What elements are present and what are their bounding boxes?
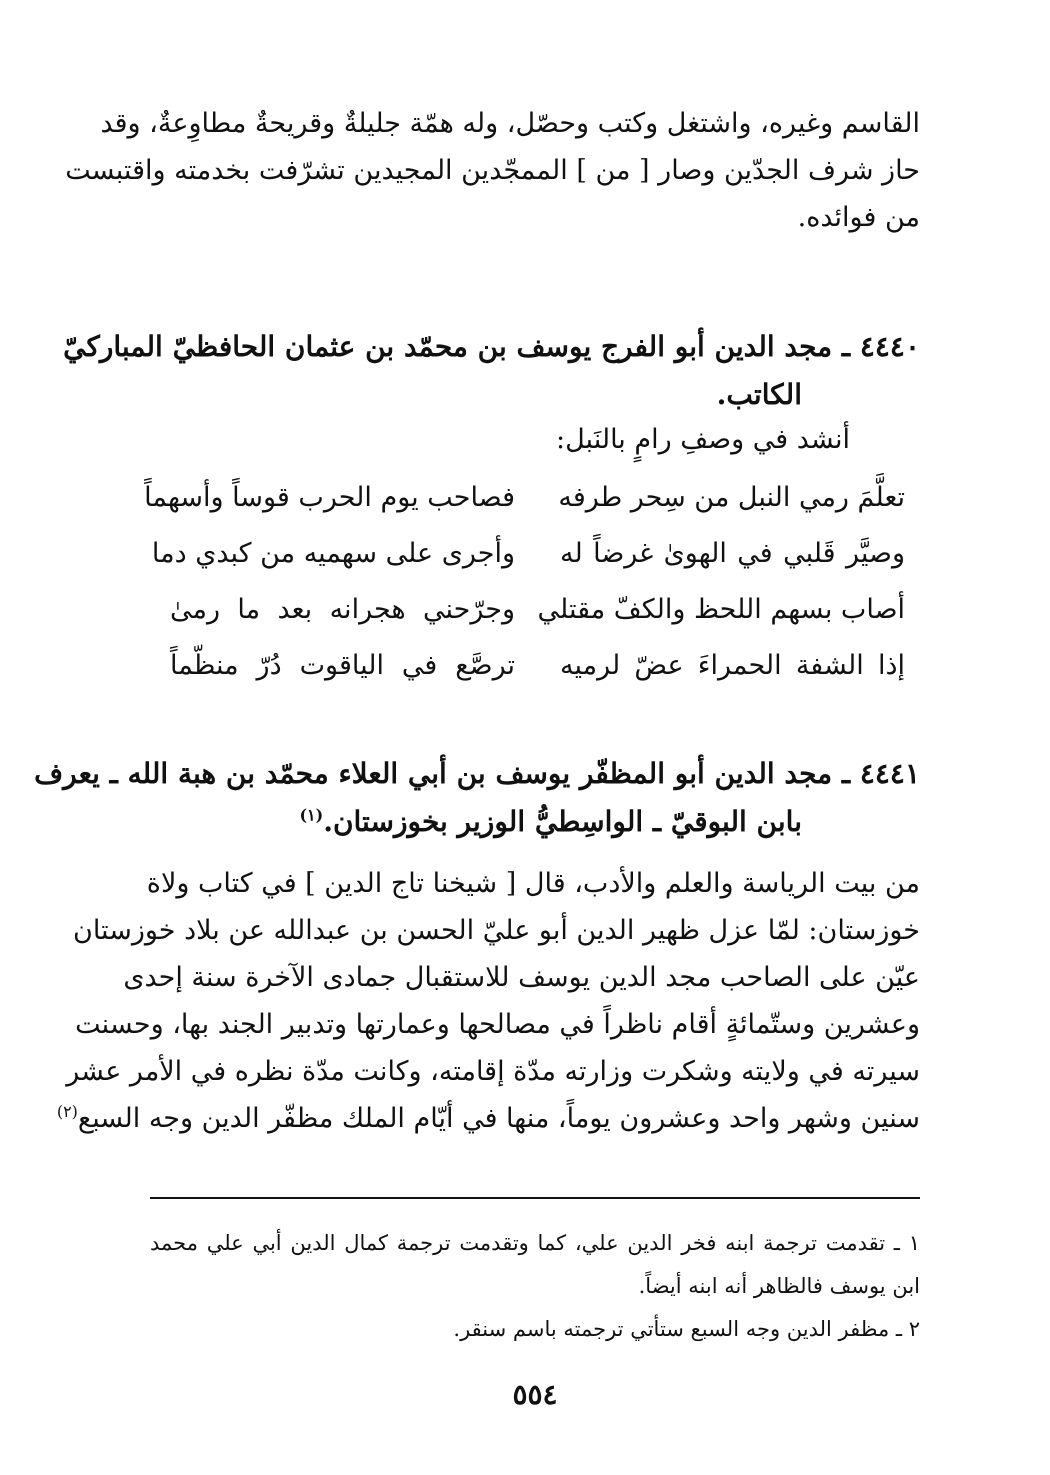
footnote-line: ٢ ـ مظفر الدين وجه السبع ستأتي ترجمته باسم سنقر. — [453, 1317, 920, 1341]
text-line: عيّن على الصاحب مجد الدين يوسف للاستقبال جمادى الآخرة سنة إحدى — [123, 962, 920, 993]
poem-verse — [170, 638, 905, 694]
opening-paragraph — [65, 100, 920, 241]
entry-4441-heading — [34, 750, 920, 846]
poem-verse — [144, 470, 905, 526]
verse-first-hemistich: أصاب بسهم اللحظ والكفّ مقتلي — [537, 594, 905, 625]
text-run: سنين وشهر واحد وعشرون يوماً، منها في أيّام الملك مظفّر الدين وجه السبع — [77, 1103, 920, 1134]
text-line: وعشرين وستّمائةٍ أقام ناظراً في مصالحها وعمارتها وتدبير الجند بها، وحسنت — [75, 1009, 920, 1040]
verse-first-hemistich: وصيَّر قَلبي في الهوىٰ غرضاً له — [560, 538, 905, 569]
footnote-line: ابن يوسف فالظاهر أنه ابنه أيضاً. — [638, 1274, 920, 1298]
text-line: سيرته في ولايته وشكرت وزارته مدّة إقامته، وكانت مدّة نظره في الأمر عشر — [66, 1056, 920, 1087]
verse-first-hemistich: تعلَّمَ رمي النبل من سِحر طرفه — [558, 482, 905, 513]
footnote-divider — [150, 1197, 920, 1199]
footnote-line: ١ ـ تقدمت ترجمة ابنه فخر الدين علي، كما وتقدمت ترجمة كمال الدين أبي علي محمد — [150, 1231, 920, 1255]
text-line: خوزستان: لمّا عزل ظهير الدين أبو عليّ الحسن بن عبدالله عن بلاد خوزستان — [73, 915, 920, 946]
heading-line: ٤٤٤١ ـ مجد الدين أبو المظفّر يوسف بن أبي العلاء محمّد بن هبة الله ـ يعرف — [34, 757, 920, 790]
footnote-reference[interactable]: (١) — [299, 805, 324, 825]
verse-second-hemistich: ترصَّع في الياقوت دُرّ منظّماً — [170, 650, 515, 681]
verse-second-hemistich: وأجرى على سهميه من كبدي دما — [151, 538, 515, 569]
footnotes — [150, 1222, 920, 1351]
text-line — [56, 1095, 920, 1142]
text-line: القاسم وغيره، واشتغل وكتب وحصّل، وله همّة جليلةٌ وقريحةٌ مطاوِعةٌ، وقد — [100, 108, 920, 139]
text-line: حاز شرف الجدّين وصار [ من ] الممجّدين المجيدين تشرّفت بخدمته واقتبست — [65, 155, 920, 186]
poem-verse — [151, 526, 905, 582]
heading-text: بابن البوقيّ ـ الواسِطيُّ الوزير بخوزستان. — [323, 805, 802, 838]
entry-4440-heading — [63, 323, 920, 419]
poem-verse — [170, 582, 905, 638]
book-page — [34, 0, 920, 1475]
entry-4441-body — [56, 860, 920, 1142]
verse-first-hemistich: إذا الشفة الحمراءَ عضّ لرميه — [560, 650, 905, 681]
verse-second-hemistich: وجرّحني هجرانه بعد ما رمىٰ — [170, 594, 515, 625]
footnote-reference[interactable]: (٢) — [56, 1102, 78, 1121]
heading-line — [150, 798, 920, 846]
poem-intro: أنشد في وصفِ رامٍ بالنَبل: — [556, 424, 850, 455]
verse-second-hemistich: فصاحب يوم الحرب قوساً وأسهماً — [144, 482, 515, 513]
heading-line: الكاتب. — [716, 378, 802, 411]
text-line: من فوائده. — [797, 202, 920, 233]
heading-line: ٤٤٤٠ ـ مجد الدين أبو الفرج يوسف بن محمّد بن عثمان الحافظيّ المباركيّ — [63, 330, 920, 363]
text-line: من بيت الرياسة والعلم والأدب، قال [ شيخنا تاج الدين ] في كتاب ولاة — [146, 868, 920, 899]
page-number: ٥٥٤ — [512, 1378, 558, 1411]
